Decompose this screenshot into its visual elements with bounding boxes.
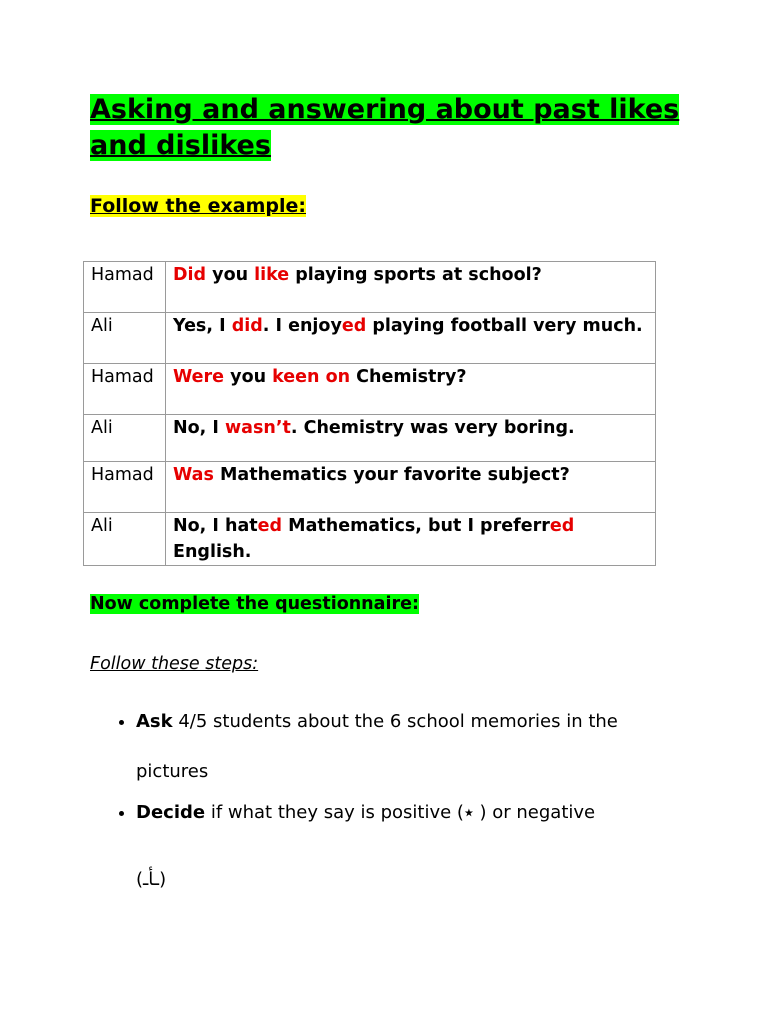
complete-heading <box>90 591 419 617</box>
speaker-cell: Ali <box>84 313 166 364</box>
step-text-continued: (ـأـ) <box>136 869 167 890</box>
line-text: No, I hat <box>173 516 258 536</box>
line-text: Chemistry? <box>350 367 467 387</box>
dialogue-row <box>84 462 656 513</box>
emphasis-word: Did <box>173 265 207 285</box>
line-cell <box>166 262 656 313</box>
emphasis-word: Was <box>173 465 214 485</box>
step-text: if what they say is positive (٭ ) or negative <box>205 802 596 823</box>
step-text: 4/5 students about the 6 school memories in the <box>172 711 618 732</box>
step-keyword: Decide <box>136 802 206 823</box>
dialogue-row <box>84 513 656 566</box>
line-cell <box>166 364 656 415</box>
emphasis-word: ed <box>549 516 575 536</box>
line-cell <box>166 415 656 462</box>
speaker-cell: Ali <box>84 513 166 566</box>
step-item-ask <box>136 705 706 788</box>
line-cell <box>166 313 656 364</box>
instruction-heading <box>90 193 306 219</box>
step-text-continued: pictures <box>136 761 209 782</box>
emphasis-word: ed <box>341 316 367 336</box>
speaker-cell: Ali <box>84 415 166 462</box>
emphasis-word: did <box>231 316 263 336</box>
emphasis-word: Were <box>173 367 225 387</box>
instruction-text: Follow the example: <box>90 195 306 217</box>
line-text: English. <box>173 542 252 562</box>
steps-heading: Follow these steps: <box>90 654 259 674</box>
line-cell <box>166 462 656 513</box>
emphasis-word: keen on <box>272 367 351 387</box>
line-text: . Chemistry was very boring. <box>290 418 575 438</box>
step-item-decide <box>136 788 706 905</box>
dialogue-row <box>84 313 656 364</box>
dialogue-table <box>83 261 656 566</box>
speaker-cell: Hamad <box>84 262 166 313</box>
line-text: Mathematics your favorite subject? <box>213 465 570 485</box>
emphasis-word: ed <box>257 516 283 536</box>
speaker-cell: Hamad <box>84 364 166 415</box>
dialogue-row <box>84 262 656 313</box>
steps-list <box>112 705 706 905</box>
page-title <box>90 92 690 164</box>
title-text: Asking and answering about past likes and dislikes <box>90 94 680 161</box>
dialogue-row <box>84 415 656 462</box>
line-text: playing football very much. <box>366 316 643 336</box>
speaker-cell: Hamad <box>84 462 166 513</box>
line-text: you <box>224 367 273 387</box>
emphasis-word: like <box>254 265 290 285</box>
line-text: playing sports at school? <box>289 265 542 285</box>
line-cell <box>166 513 656 566</box>
emphasis-word: wasn’t <box>225 418 291 438</box>
step-keyword: Ask <box>136 711 173 732</box>
dialogue-row <box>84 364 656 415</box>
line-text: you <box>206 265 255 285</box>
line-text: No, I <box>173 418 226 438</box>
line-text: Yes, I <box>173 316 232 336</box>
dialogue-table-body <box>84 262 656 566</box>
line-text: . I enjoy <box>262 316 342 336</box>
line-text: Mathematics, but I preferr <box>282 516 550 536</box>
complete-heading-text: Now complete the questionnaire: <box>90 594 419 614</box>
